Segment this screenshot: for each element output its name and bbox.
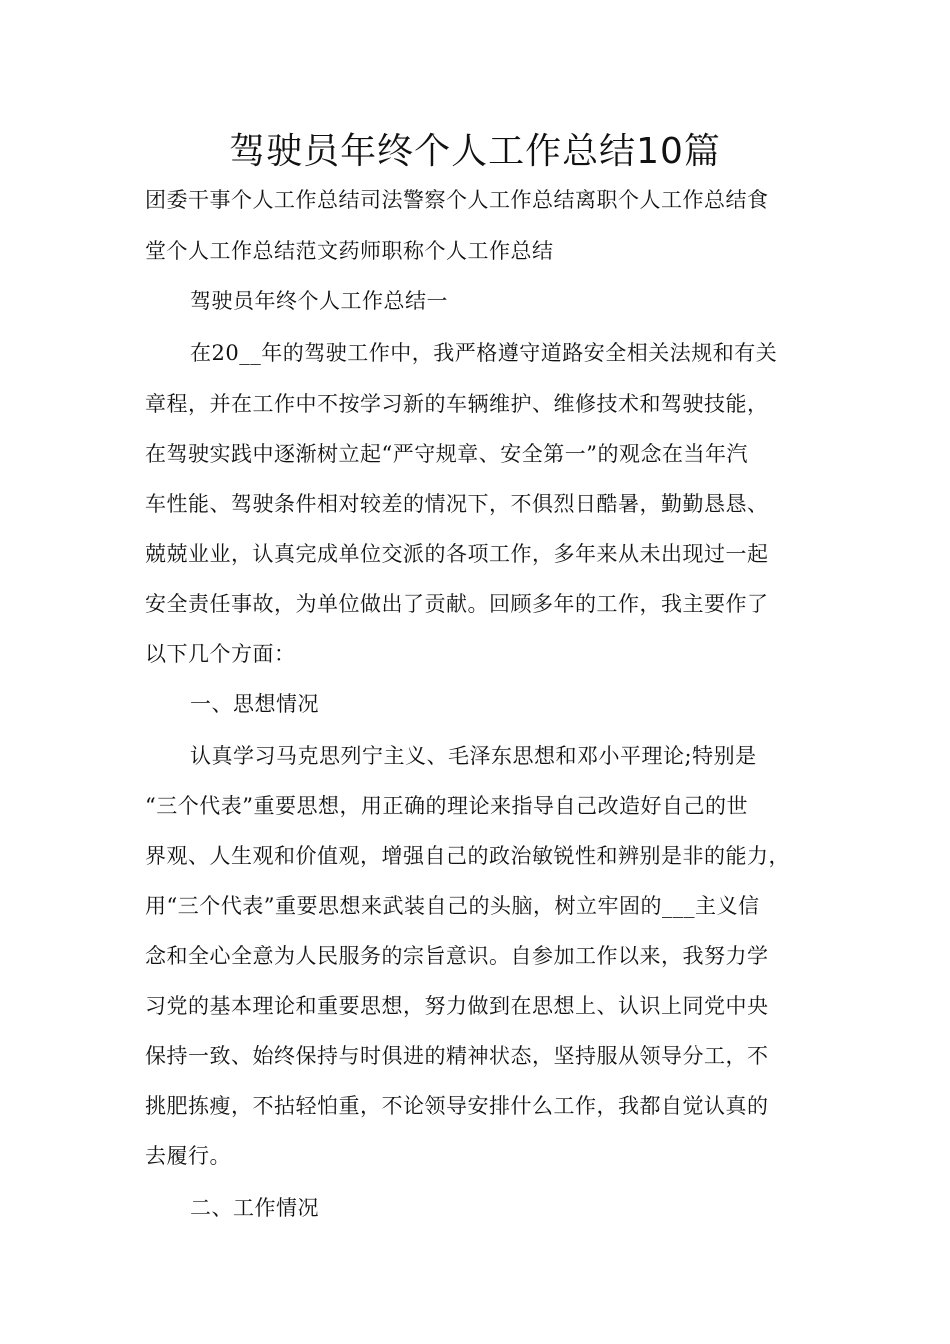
paragraph-line: 在20__年的驾驶工作中，我严格遵守道路安全相关法规和有关 (190, 341, 778, 365)
paragraph-line: 界观、人生观和价值观，增强自己的政治敏锐性和辨别是非的能力， (145, 844, 790, 868)
paragraph-line: 用“三个代表”重要思想来武装自己的头脑，树立牢固的___主义信 (145, 894, 760, 918)
paragraph-line: 兢兢业业，认真完成单位交派的各项工作，多年来从未出现过一起 (145, 542, 769, 566)
paragraph-line: 保持一致、始终保持与时俱进的精神状态，坚持服从领导分工，不 (145, 1044, 769, 1068)
paragraph-line: 去履行。 (145, 1144, 231, 1168)
paragraph-line: 安全责任事故，为单位做出了贡献。回顾多年的工作，我主要作了 (145, 592, 769, 616)
paragraph-line: 以下几个方面： (145, 642, 296, 666)
subsection-heading-work: 二、工作情况 (190, 1196, 319, 1220)
paragraph-line: 章程，并在工作中不按学习新的车辆维护、维修技术和驾驶技能， (145, 392, 769, 416)
section-heading: 驾驶员年终个人工作总结一 (190, 289, 448, 313)
related-links-line-1: 团委干事个人工作总结司法警察个人工作总结离职个人工作总结食 (145, 188, 769, 212)
paragraph-line: 习党的基本理论和重要思想，努力做到在思想上、认识上同党中央 (145, 994, 769, 1018)
subsection-heading-ideology: 一、思想情况 (190, 692, 319, 716)
paragraph-line: 念和全心全意为人民服务的宗旨意识。自参加工作以来，我努力学 (145, 944, 769, 968)
paragraph-line: 在驾驶实践中逐渐树立起“严守规章、安全第一”的观念在当年汽 (145, 442, 748, 466)
paragraph-line: “三个代表”重要思想，用正确的理论来指导自己改造好自己的世 (145, 794, 748, 818)
document-title: 驾驶员年终个人工作总结10篇 (229, 131, 721, 172)
paragraph-line: 挑肥拣瘦，不拈轻怕重，不论领导安排什么工作，我都自觉认真的 (145, 1094, 769, 1118)
paragraph-line: 认真学习马克思列宁主义、毛泽东思想和邓小平理论;特别是 (190, 744, 757, 768)
paragraph-line: 车性能、驾驶条件相对较差的情况下，不俱烈日酷暑，勤勤恳恳、 (145, 492, 769, 516)
related-links-line-2: 堂个人工作总结范文药师职称个人工作总结 (145, 239, 554, 263)
